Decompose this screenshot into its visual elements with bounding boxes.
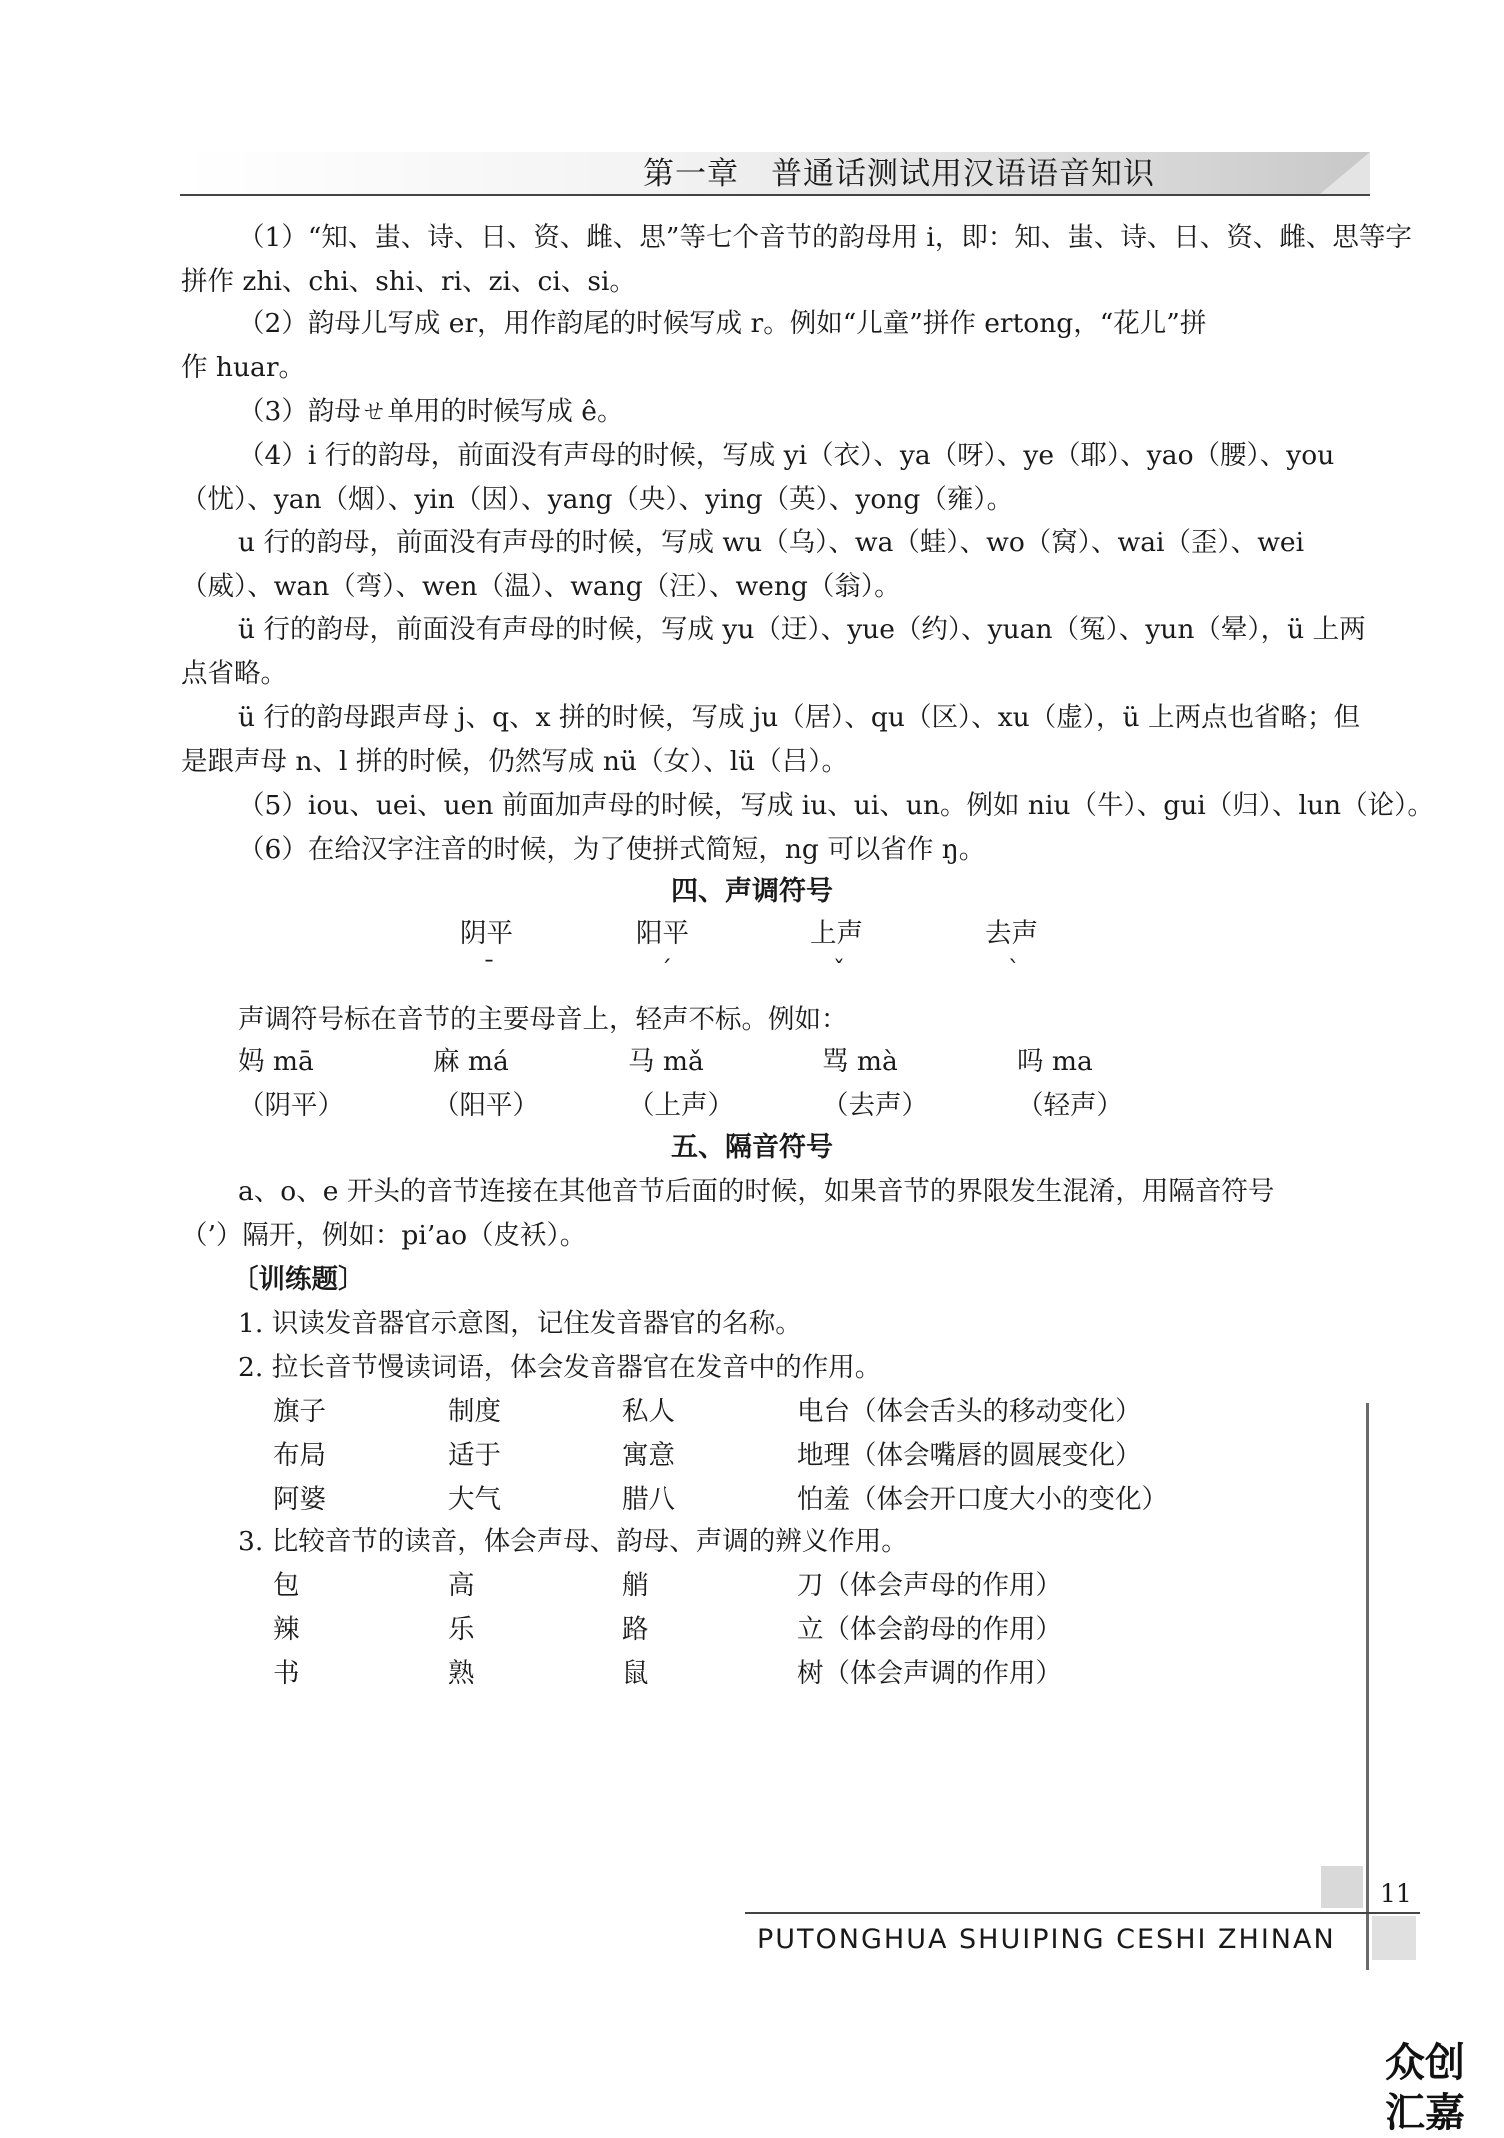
section-5-heading: 五、隔音符号 [671,1132,833,1163]
exercise-3: 3. 比较音节的读音，体会声母、韵母、声调的辨义作用。 [238,1526,908,1557]
footer-square [1321,1866,1363,1908]
book-title: PUTONGHUA SHUIPING CESHI ZHINAN [757,1924,1336,1955]
chapter-title: 第一章 普通话测试用汉语语音知识 [643,156,1155,192]
tone-name-3: 上声 [810,918,863,949]
para-6-line-2: 点省略。 [181,658,287,689]
exercise-3-word: 高 [448,1570,475,1601]
exercise-3-word: 刀（体会声母的作用） [797,1570,1062,1601]
para-8-line-1: （5）iou、uei、uen 前面加声母的时候，写成 iu、ui、un。例如 niu（牛）、gui（归）、lun（论）。 [238,790,1434,821]
exercise-3-word: 树（体会声调的作用） [797,1658,1062,1689]
exercise-2-word: 电台（体会舌头的移动变化） [797,1396,1142,1427]
tone-example-label: （阳平） [433,1090,539,1121]
exercise-2-word: 制度 [448,1396,501,1427]
para-2-line-2: 作 huar。 [181,352,306,383]
tone-example-word: 妈 mā [238,1046,314,1077]
tone-example-label: （轻声） [1017,1090,1123,1121]
exercise-3-word: 熟 [448,1658,475,1689]
tone-name-1: 阴平 [460,918,513,949]
section-5-line-2: （’）隔开，例如：pi’ao（皮袄）。 [181,1220,587,1251]
exercise-2-word: 怕羞（体会开口度大小的变化） [797,1484,1168,1515]
exercise-2-word: 阿婆 [273,1484,326,1515]
exercise-3-word: 立（体会韵母的作用） [797,1614,1062,1645]
para-4-line-1: （4）i 行的韵母，前面没有声母的时候，写成 yi（衣）、ya（呀）、ye（耶）、yao（腰）、you [238,440,1335,471]
section-5-line-1: a、o、e 开头的音节连接在其他音节后面的时候，如果音节的界限发生混淆，用隔音符号 [238,1176,1275,1207]
tone-example-word: 马 mǎ [628,1046,704,1077]
exercise-2-word: 腊八 [622,1484,675,1515]
tone-mark-3: ˇ [833,956,845,984]
footer-square [1372,1916,1416,1960]
para-7-line-2: 是跟声母 n、l 拼的时候，仍然写成 nü（女）、lü（吕）。 [181,746,848,777]
watermark: 众创汇嘉 [1385,2040,1465,2136]
exercises-label: 〔训练题〕 [232,1264,365,1295]
exercise-3-word: 鼠 [622,1658,649,1689]
exercise-3-word: 辣 [273,1614,300,1645]
exercise-1: 1. 识读发音器官示意图，记住发音器官的名称。 [238,1308,802,1339]
tone-name-2: 阳平 [636,918,689,949]
para-1-line-2: 拼作 zhi、chi、shi、ri、zi、ci、si。 [181,266,636,297]
exercise-2-word: 旗子 [273,1396,326,1427]
para-4-line-2: （忧）、yan（烟）、yin（因）、yang（央）、ying（英）、yong（雍）。 [181,484,1014,515]
para-3-line-1: （3）韵母ㄝ单用的时候写成 ê。 [238,396,624,427]
exercise-3-word: 乐 [448,1614,475,1645]
para-5-line-2: （威）、wan（弯）、wen（温）、wang（汪）、weng（翁）。 [181,571,901,602]
para-1-line-1: （1）“知、蚩、诗、日、资、雌、思”等七个音节的韵母用 i，即：知、蚩、诗、日、资、雌、思等字 [238,222,1412,253]
tone-mark-1: ˉ [483,956,495,984]
section-4-heading: 四、声调符号 [671,876,833,907]
tone-example-word: 麻 má [433,1046,509,1077]
para-2-line-1: （2）韵母儿写成 er，用作韵尾的时候写成 r。例如“儿童”拼作 ertong，“花儿”拼 [238,308,1207,339]
tone-example-label: （阴平） [238,1090,344,1121]
exercise-2-word: 地理（体会嘴唇的圆展变化） [797,1440,1142,1471]
tone-example-word: 骂 mà [822,1046,898,1077]
exercise-3-word: 路 [622,1614,649,1645]
tone-example-label: （上声） [628,1090,734,1121]
exercise-3-word: 艄 [622,1570,649,1601]
para-6-line-1: ü 行的韵母，前面没有声母的时候，写成 yu（迂）、yue（约）、yuan（冤）、yun（晕），ü 上两 [238,614,1366,645]
exercise-2-word: 布局 [273,1440,326,1471]
tone-intro: 声调符号标在音节的主要母音上，轻声不标。例如： [238,1004,848,1035]
exercise-2: 2. 拉长音节慢读词语，体会发音器官在发音中的作用。 [238,1352,882,1383]
exercise-2-word: 适于 [448,1440,501,1471]
page-number: 11 [1380,1879,1412,1908]
tone-example-label: （去声） [822,1090,928,1121]
header-corner [1320,152,1370,194]
exercise-3-word: 书 [273,1658,300,1689]
footer-rule [745,1912,1420,1914]
tone-mark-2: ˊ [660,956,672,984]
tone-mark-4: ˋ [1008,956,1020,984]
margin-rule-vertical [1366,1403,1369,1970]
para-5-line-1: u 行的韵母，前面没有声母的时候，写成 wu（乌）、wa（蛙）、wo（窝）、wai（歪）、wei [238,527,1305,558]
tone-example-word: 吗 ma [1017,1046,1093,1077]
exercise-2-word: 大气 [448,1484,501,1515]
tone-name-4: 去声 [985,918,1038,949]
exercise-2-word: 寓意 [622,1440,675,1471]
para-9-line-1: （6）在给汉字注音的时候，为了使拼式简短，ng 可以省作 ŋ。 [238,834,986,865]
exercise-2-word: 私人 [622,1396,675,1427]
para-7-line-1: ü 行的韵母跟声母 j、q、x 拼的时候，写成 ju（居）、qu（区）、xu（虚），ü 上两点也省略；但 [238,702,1360,733]
exercise-3-word: 包 [273,1570,300,1601]
